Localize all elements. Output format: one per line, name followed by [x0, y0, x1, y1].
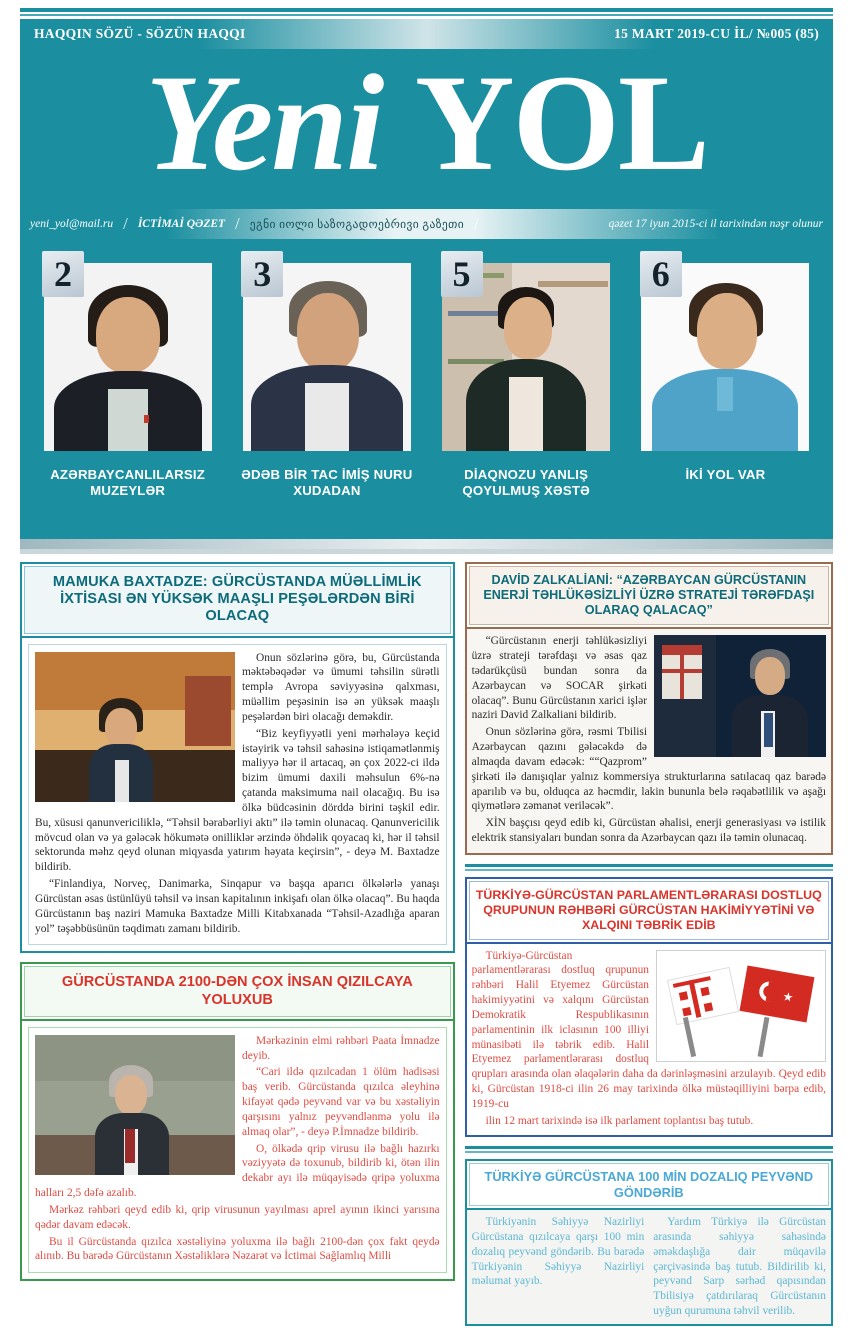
featured-photo-strip — [20, 239, 833, 539]
content-area — [20, 562, 833, 1335]
info-divider-icon: / — [235, 214, 240, 233]
featured-item-5[interactable] — [427, 251, 626, 539]
section-divider-thin — [465, 1151, 833, 1153]
article-body — [472, 1215, 826, 1319]
section-divider — [465, 864, 833, 867]
featured-caption: İKİ YOL VAR — [685, 467, 766, 482]
article-paragraph: XİN başçısı qeyd edib ki, Gürcüstan əhalisi, enerji generasiyası və istilik elektrik stansiyaları bundan sonra da Azərbaycan qazı ilə təmin olunacaq. — [471, 817, 826, 845]
article-dostluq-qrupu[interactable] — [465, 877, 833, 1138]
article-body — [28, 1027, 447, 1273]
featured-item-6[interactable] — [626, 251, 825, 539]
page-number-badge: 6 — [640, 251, 682, 297]
article-paragraph: “Biz keyfiyyətli yeni mərhələyə keçid istəyirik və təhsil sahəsinə istiqamətlənmiş maliyyə hər il artacaq, ən çox 2022-ci ildə bizim ümumi daxili məhsulun 6%-nə çatanda maksimuma nail olacağıq. Bu isə ölkə büdcəsinin dörddə birini təşkil edir. Bu, xüsusi qanunvericiliklə, “Təhsil bərabərliyi aktı” ilə təmin olunacaq. Qanunvericilik mövcud olan və ya gələcək hökumətə onilliklər ərzində öhdəlik qoyacaq ki, hər il təhsil sektorunda məhz qeyd olunan miqyasda yatırım həyata keçirsin”, - deyə M. Baxtadze bildirib. — [35, 727, 440, 874]
article-body — [28, 644, 447, 946]
newspaper-front-page — [0, 8, 853, 1318]
paper-type-label: İCTİMAİ QƏZET — [137, 218, 226, 230]
article-peyvend[interactable] — [465, 1159, 833, 1325]
newspaper-title-roman: YOL — [414, 46, 708, 199]
article-headline: DAVİD ZALKALİANİ: “AZƏRBAYCAN GÜRCÜSTANIN ENERJİ TƏHLÜKƏSİZLİYİ ÜZRƏ STRATEJİ TƏRƏFDAŞI OLARAQ QALACAQ” — [469, 566, 829, 625]
article-body-frame — [465, 629, 833, 855]
article-headline-frame — [20, 962, 455, 1020]
article-paragraph: Bu il Gürcüstanda qızılca xəstəliyinə yoluxma ilə bağlı 2100-dən çox fakt qeydə alınıb. Bu barədə Gürcüstanın Xəstəliklərə Nəzarət və İctimai Sağlamlıq Milli — [35, 1235, 440, 1263]
article-headline: GÜRCÜSTANDA 2100-DƏN ÇOX İNSAN QIZILCAYA YOLUXUB — [24, 966, 451, 1016]
article-body-frame — [465, 1210, 833, 1326]
left-column — [20, 562, 455, 1335]
published-since-note: qəzet 17 iyun 2015-ci il tarixindən nəşr olunur — [608, 218, 823, 230]
article-paragraph: “Finlandiya, Norveç, Danimarka, Sinqapur və başqa aparıcı ölkələrlə yanaşı Gürcüstan əsas üstünlüyü təhsil və insan kapitalının inkişafı olan ölkə olacaq”. Bu haqda Gürcüstanın baş naziri Mamuka Baxtadze Milli Kitabxanada “Təhsil-Azadlığa aparan yol” təşəbbüsünün təqdimatı zamanı bildirib. — [35, 878, 440, 935]
strip-bottom-bar — [20, 549, 833, 554]
page-number-badge: 5 — [441, 251, 483, 297]
section-divider — [465, 1146, 833, 1149]
article-body-frame — [20, 638, 455, 954]
article-headline-frame — [465, 877, 833, 944]
issue-date-number: 15 MART 2019-CU İL/ №005 (85) — [614, 26, 819, 41]
flags-photo: ★ — [656, 950, 826, 1062]
article-baxtadze[interactable] — [20, 562, 455, 953]
contact-email[interactable]: yeni_yol@mail.ru — [30, 218, 114, 230]
masthead — [0, 8, 853, 239]
featured-caption: AZƏRBAYCANLILARSIZ MUZEYLƏR — [50, 467, 206, 499]
featured-caption: ƏDƏB BİR TAC İMİŞ NURU XUDADAN — [241, 467, 413, 499]
featured-item-3[interactable] — [227, 251, 426, 539]
newspaper-title — [145, 46, 708, 199]
strip-bottom-gradient — [20, 539, 833, 549]
georgian-subtitle: ეგნი იოლი საზოგადოებრივი გაზეთი — [249, 219, 465, 231]
info-divider-icon: / — [474, 214, 479, 233]
newspaper-slogan: HAQQIN SÖZÜ - SÖZÜN HAQQI — [34, 26, 246, 41]
masthead-info-bar — [20, 209, 833, 239]
article-paragraph: Mərkəz rəhbəri qeyd edib ki, qrip virusunun yayılması aprel ayının ikinci yarısına qədər davam edəcək. — [35, 1203, 440, 1231]
article-paragraph: O, ölkədə qrip virusu ilə bağlı hazırkı vəziyyətə də toxunub, bildirib ki, ötən ilin dekabr ayı ilə müqayisədə qripə yoluxma halları 2,5 dəfə azalıb. — [35, 1142, 440, 1200]
article-paragraph: ilin 12 mart tarixində isə ilk parlament toplantısı baş tutub. — [485, 1114, 754, 1127]
article-headline-frame — [465, 1159, 833, 1210]
article-headline: MAMUKA BAXTADZE: GÜRCÜSTANDA MÜƏLLİMLİK İXTİSASI ƏN YÜKSƏK MAAŞLI PEŞƏLƏRDƏN BİRİ OLACAQ — [24, 566, 451, 634]
masthead-rule-top-thin — [20, 14, 833, 16]
article-paragraph: “Gürcüstanın enerji təhlükəsizliyi üzrə strateji tərəfdaşı və əsas qaz tədarükçüsü bundan sonra da Azərbaycan və SOCAR şirkəti olacaq”. Bunu Gürcüstanın xarici işlər naziri David Zalkaliani bildirib. — [471, 635, 647, 722]
article-paragraph: Mərkəzinin elmi rəhbəri Paata İmnadze deyib. — [242, 1034, 440, 1062]
article-paragraph: Türkiyə-Gürcüstan parlamentlərarası dostluq qrupunun rəhbəri Halil Etyemez Gürcüstan hakimiyyətini və xalqını Gürcüstan Demokratik Respublikasının parlamentinin ilk iclasının 100 illiyi münasibəti ilə təbrik edib. Halil Etyemez parlamentlərarası dostluq qrupları arasında olan əlaqələrin daha da dərinləşməsini arzulayıb. Qeyd edib ki, Gürcüstan 1918-ci ilin 26 may tarixində ölkə müstəqilliyini bərpa edib, 1919-cu — [471, 949, 826, 1110]
article-body-frame — [20, 1021, 455, 1281]
article-headline-frame — [20, 562, 455, 638]
right-column — [465, 562, 833, 1335]
article-photo — [35, 1035, 235, 1175]
info-divider-icon: / — [123, 214, 128, 233]
section-divider-thin — [465, 869, 833, 871]
newspaper-title-italic: Yeni — [145, 46, 383, 199]
article-zalkaliani[interactable] — [465, 562, 833, 855]
page-number-badge: 2 — [42, 251, 84, 297]
article-headline: TÜRKİYƏ-GÜRCÜSTAN PARLAMENTLƏRARASI DOSTLUQ QRUPUNUN RƏHBƏRİ GÜRCÜSTAN HAKİMİYYƏTİNİ VƏ XALQINI TƏBRİK EDİB — [469, 881, 829, 940]
article-paragraph: “Cari ildə qızılcadan 1 ölüm hadisəsi baş verib. Gürcüstanda qızılca əleyhinə kifayət qədə peyvənd var və bu xəstəliyin qarşısını yalnız peyvəndlənmə yolu ilə almaq olar”, - deyə P.İmnadze bildirib. — [242, 1066, 440, 1138]
page-number-badge: 3 — [241, 251, 283, 297]
featured-caption: DİAQNOZU YANLIŞ QOYULMUŞ XƏSTƏ — [462, 467, 590, 499]
article-qizilca[interactable] — [20, 962, 455, 1281]
article-photo — [35, 652, 235, 802]
featured-item-2[interactable] — [28, 251, 227, 539]
masthead-rule-top — [20, 8, 833, 12]
article-body-frame — [465, 944, 833, 1138]
nameplate — [20, 46, 833, 209]
article-paragraph: Yardım Türkiyə ilə Gürcüstan arasında səhiyyə sahəsində əməkdaşlığa dair müqavilə çərçivəsində baş tutub. Bildirilib ki, peyvənd Sarp sərhəd qapısından Tbilisiyə çatdırılaraq Gürcüstanın uyğun qurumuna təhvil verilib. — [653, 1216, 826, 1318]
article-paragraph: Onun sözlərinə görə, bu, Gürcüstanda məktəbəqədər və ümumi təhsilin sürətli templə Avropa səviyyəsinə qalxması, müəllim peşəsinin isə ən yüksək maaşlı peşələrdən biri olacağı deməkdir. — [242, 651, 440, 723]
article-paragraph: Onun sözlərinə görə, rəsmi Tbilisi Azərbaycan qazını gələcəkdə də almaqda davam edəcək: ““Qazprom” şirkəti ilə danışıqlar yalnız kommersiya strukturlarına satılacaq qaz barədə aparılıb və bu, olduqca az həcmdir, lakin bununla belə rəqabətlilik və aşağı qiymətlərə zəmanət veriləcək”. — [471, 726, 826, 813]
article-headline: TÜRKİYƏ GÜRCÜSTANA 100 MİN DOZALIQ PEYVƏND GÖNDƏRİB — [469, 1163, 829, 1206]
article-paragraph: Türkiyənin Səhiyyə Nazirliyi Gürcüstana qızılcaya qarşı 100 min dozalıq peyvənd göndərib. Bu barədə Türkiyənin Səhiyyə Nazirliyi məlumat yayıb. — [471, 1216, 645, 1288]
masthead-top-strip — [20, 19, 833, 49]
article-headline-frame — [465, 562, 833, 629]
article-photo — [654, 635, 826, 757]
